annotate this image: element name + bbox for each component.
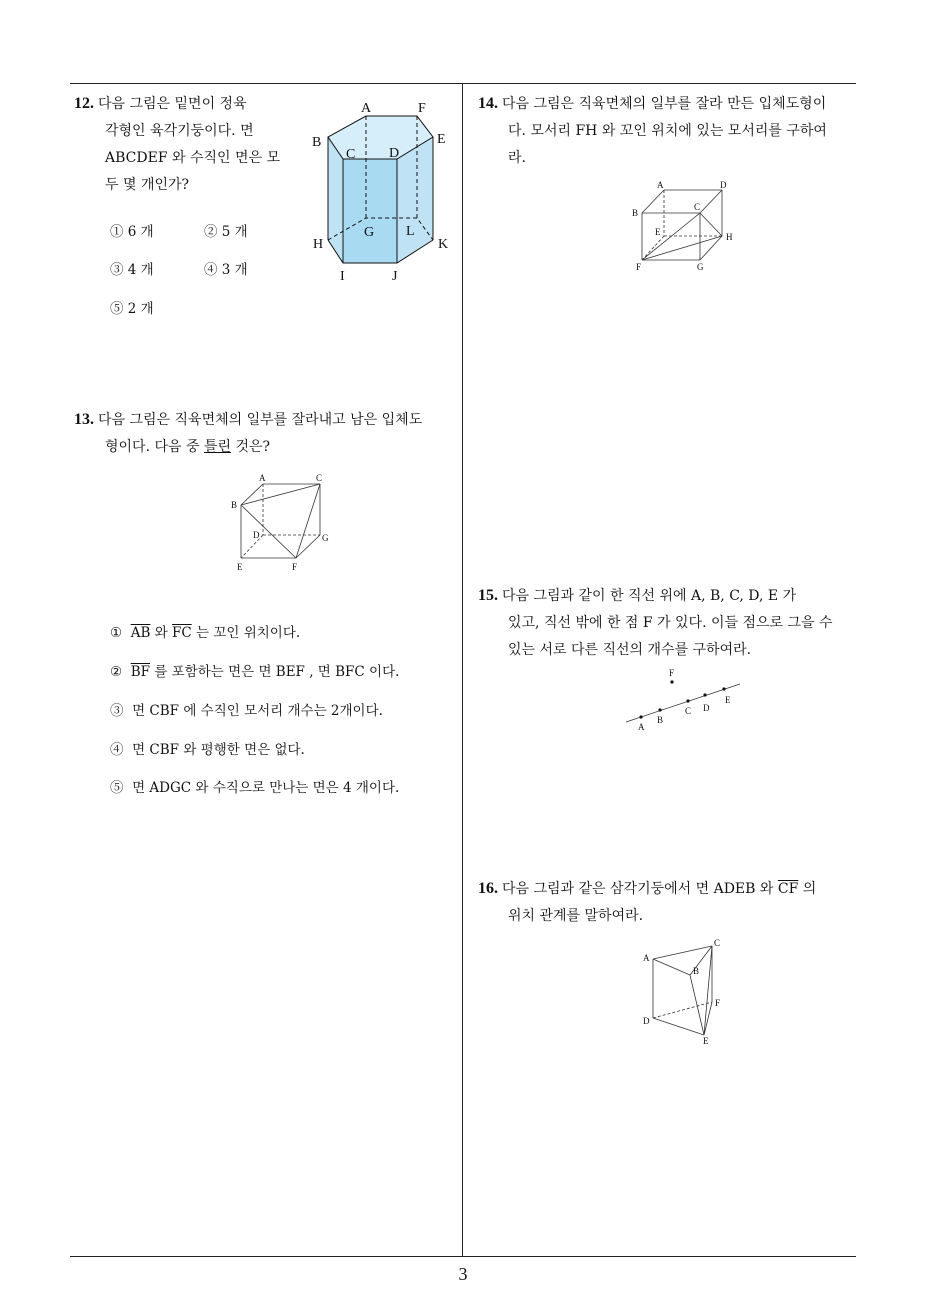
label-G: G bbox=[322, 533, 329, 543]
top-rule bbox=[70, 83, 856, 84]
choice-3[interactable]: ③ 4 개 bbox=[110, 262, 154, 278]
label-C: C bbox=[714, 938, 721, 948]
label-D: D bbox=[643, 1016, 650, 1026]
label-A: A bbox=[657, 180, 664, 190]
label-A: A bbox=[638, 722, 645, 732]
choice-1[interactable]: ① 6 개 bbox=[110, 224, 154, 240]
triangular-prism-figure bbox=[636, 934, 736, 1049]
bottom-rule bbox=[70, 1256, 856, 1257]
label-G: G bbox=[697, 262, 704, 272]
question-number: 16. bbox=[478, 880, 498, 897]
label-F: F bbox=[292, 562, 298, 572]
question-text: 형이다. 다음 중 틀린 것은? bbox=[105, 439, 271, 455]
question-text: 다음 그림은 직육면체의 일부를 잘라 만든 입체도형이 bbox=[502, 96, 827, 112]
label-F: F bbox=[715, 998, 721, 1008]
question-text: 두 몇 개인가? bbox=[105, 177, 190, 193]
question-text: 있는 서로 다른 직선의 개수를 구하여라. bbox=[508, 642, 752, 658]
label-C: C bbox=[346, 147, 356, 162]
label-L: L bbox=[406, 224, 415, 239]
label-H: H bbox=[313, 237, 324, 252]
question-text: 각형인 육각기둥이다. 면 bbox=[105, 123, 254, 139]
label-B: B bbox=[632, 208, 639, 218]
label-I: I bbox=[340, 269, 345, 284]
label-A: A bbox=[361, 101, 372, 116]
choice-3[interactable]: ③ 면 CBF 에 수직인 모서리 개수는 2개이다. bbox=[110, 703, 383, 719]
question-15 bbox=[478, 582, 863, 664]
question-14 bbox=[478, 90, 863, 172]
question-text: 라. bbox=[508, 150, 526, 166]
question-12 bbox=[74, 90, 304, 199]
question-number: 14. bbox=[478, 95, 498, 112]
label-D: D bbox=[703, 703, 710, 713]
label-D: D bbox=[253, 530, 260, 540]
label-A: A bbox=[643, 953, 650, 963]
choice-4[interactable]: ④ 면 CBF 와 평행한 면은 없다. bbox=[110, 742, 305, 758]
label-D: D bbox=[720, 180, 727, 190]
question-number: 15. bbox=[478, 587, 498, 604]
question-text: 있고, 직선 밖에 한 점 F 가 있다. 이들 점으로 그을 수 bbox=[508, 615, 833, 631]
question-number: 13. bbox=[74, 411, 94, 428]
label-B: B bbox=[693, 966, 700, 976]
underlined-word: 틀린 bbox=[203, 439, 232, 455]
label-E: E bbox=[237, 562, 243, 572]
label-D: D bbox=[389, 146, 400, 161]
cut-cuboid-figure-13 bbox=[226, 468, 336, 573]
column-divider bbox=[462, 83, 463, 1256]
choice-2[interactable]: ② 5 개 bbox=[204, 224, 248, 240]
choice-5[interactable]: ⑤ 면 ADGC 와 수직으로 만나는 면은 4 개이다. bbox=[110, 780, 400, 796]
label-H: H bbox=[726, 232, 733, 242]
points-on-line-figure bbox=[620, 664, 750, 734]
question-text: 위치 관계를 말하여라. bbox=[508, 908, 644, 924]
label-F: F bbox=[636, 262, 642, 272]
label-F: F bbox=[418, 101, 426, 116]
label-B: B bbox=[657, 715, 664, 725]
label-A: A bbox=[259, 473, 266, 483]
page-number: 3 bbox=[458, 1264, 468, 1284]
question-text: 다음 그림은 밑면이 정육 bbox=[98, 96, 247, 112]
question-16 bbox=[478, 875, 863, 930]
label-E: E bbox=[437, 132, 446, 147]
label-G: G bbox=[364, 225, 375, 240]
question-text: 다. 모서리 FH 와 꼬인 위치에 있는 모서리를 구하여 bbox=[508, 123, 827, 139]
cut-cuboid-figure-14 bbox=[626, 175, 746, 275]
label-E: E bbox=[655, 227, 661, 237]
choice-2[interactable]: ② $\overline{BF}$ 를 포함하는 면은 면 BEF , 면 BFC 이다. bbox=[110, 664, 400, 680]
label-F: F bbox=[669, 668, 675, 678]
label-C: C bbox=[685, 706, 692, 716]
question-text: ABCDEF 와 수직인 면은 모 bbox=[105, 150, 280, 166]
label-E: E bbox=[725, 695, 731, 705]
choice-4[interactable]: ④ 3 개 bbox=[204, 262, 248, 278]
label-J: J bbox=[392, 269, 398, 284]
label-C: C bbox=[694, 202, 701, 212]
question-text: 다음 그림은 직육면체의 일부를 잘라내고 남은 입체도 bbox=[98, 412, 423, 428]
choice-5[interactable]: ⑤ 2 개 bbox=[110, 301, 154, 317]
question-text: 다음 그림과 같이 한 직선 위에 A, B, C, D, E 가 bbox=[502, 588, 797, 604]
choice-1[interactable]: ① $\overline{AB}$ 와 $\overline{FC}$ 는 꼬인 위치이다. bbox=[110, 625, 301, 641]
label-B: B bbox=[312, 135, 322, 150]
hexagonal-prism-figure bbox=[300, 95, 460, 290]
label-E: E bbox=[703, 1036, 709, 1046]
label-K: K bbox=[438, 237, 449, 252]
question-text: 다음 그림과 같은 삼각기둥에서 면 ADEB 와 $\overline{CF}$ 의 bbox=[502, 881, 817, 897]
question-number: 12. bbox=[74, 95, 94, 112]
question-13 bbox=[74, 406, 464, 461]
label-B: B bbox=[231, 500, 238, 510]
label-C: C bbox=[316, 473, 323, 483]
